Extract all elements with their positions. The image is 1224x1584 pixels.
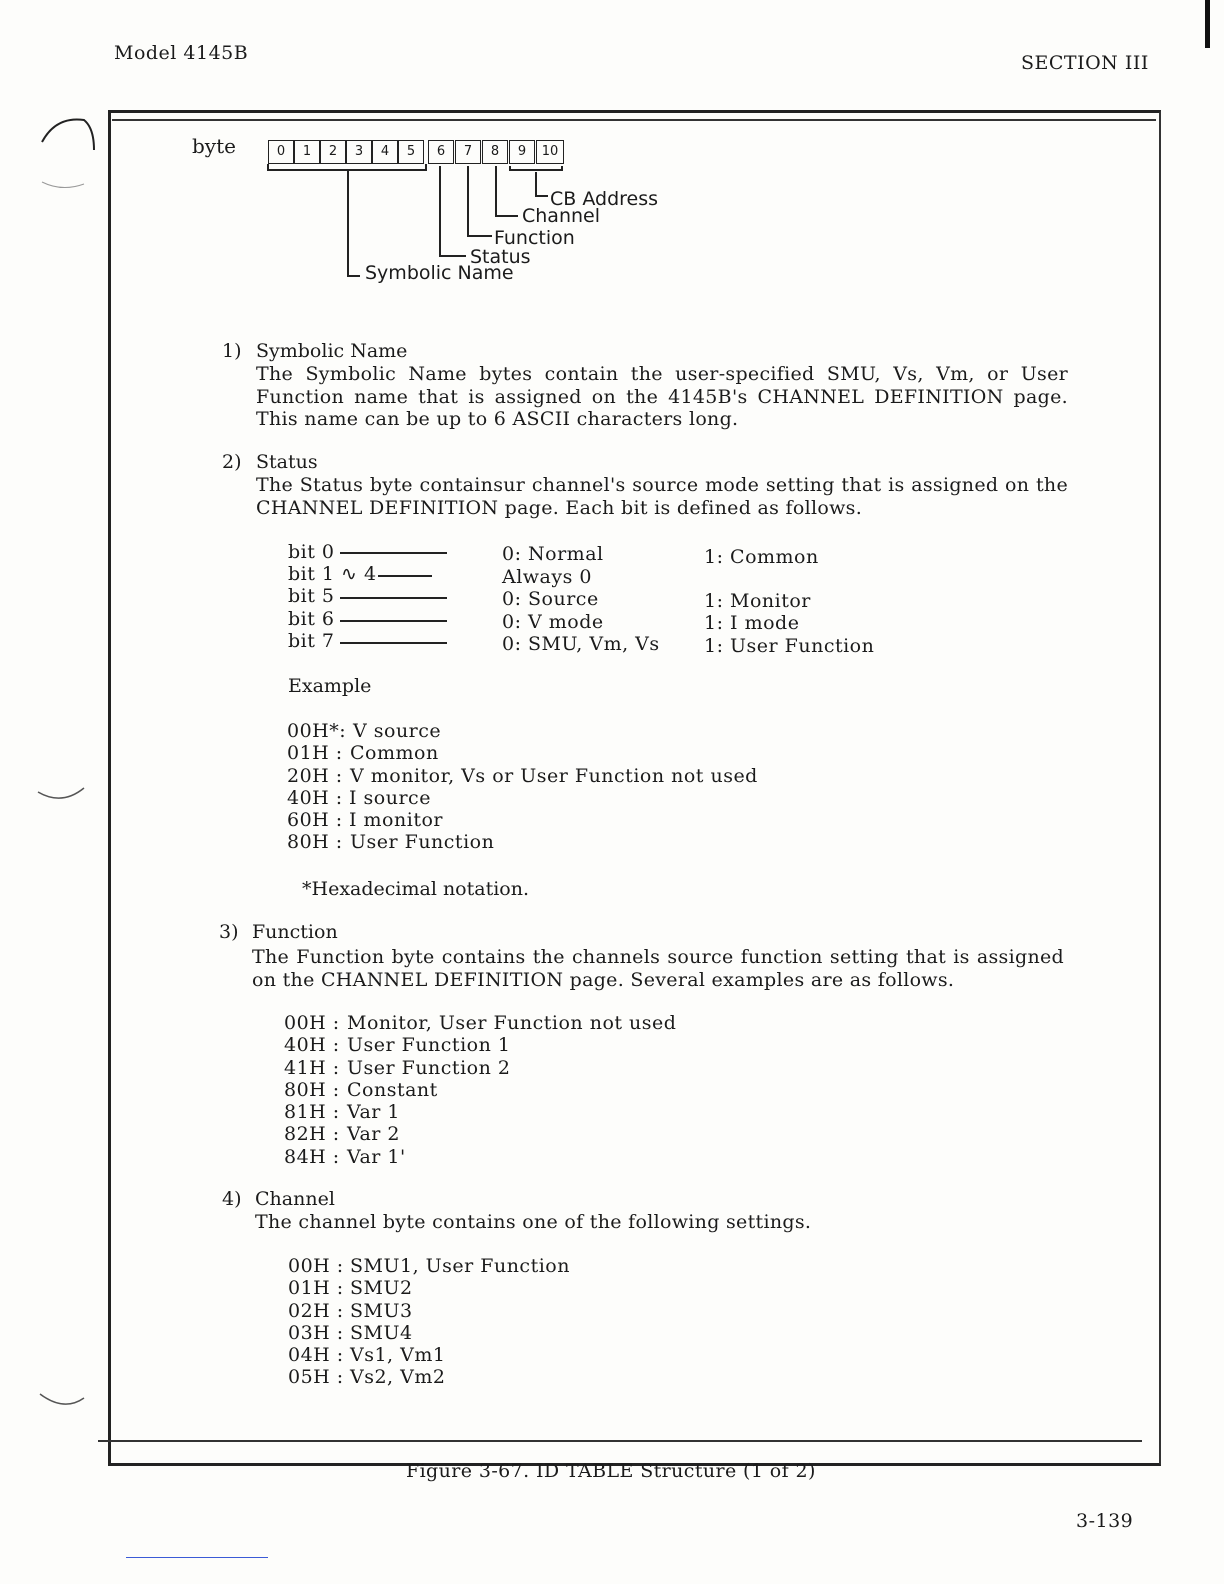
function-example-row <box>284 1101 804 1123</box>
channel-example-desc: SMU2 <box>350 1277 413 1300</box>
frame-top-rule <box>112 119 1156 121</box>
byte-cell-1: 1 <box>294 140 320 164</box>
status-example-row <box>287 787 807 809</box>
hex-footnote: *Hexadecimal notation. <box>302 878 530 900</box>
section-3-line-2: on the CHANNEL DEFINITION page. Several examples are as follows. <box>252 968 955 991</box>
bit-row-2-v1: 1: Monitor <box>704 590 811 612</box>
status-example-row <box>287 809 807 831</box>
function-example-desc: Var 1 <box>347 1101 401 1124</box>
function-example-code: 41H : <box>284 1056 340 1079</box>
section-3-title: Function <box>252 921 338 943</box>
status-example-code: 00H*: <box>287 720 347 742</box>
channel-example-code: 04H : <box>288 1344 344 1367</box>
function-example-row <box>284 1012 804 1034</box>
bit-row-0-v0: 0: Normal <box>502 543 604 565</box>
channel-example-row <box>288 1344 808 1366</box>
channel-example-code: 00H : <box>288 1255 344 1277</box>
status-example-desc: I monitor <box>349 809 443 832</box>
bit-row-4-leader <box>340 642 447 644</box>
status-example-desc: I source <box>349 786 431 809</box>
section-2-line-1: The Status byte containsur channel's source mode setting that is assigned on the <box>256 474 1068 496</box>
function-example-desc: Var 1' <box>347 1145 406 1168</box>
bit-row-0-bit: bit 0 <box>288 541 335 563</box>
status-examples <box>287 720 807 854</box>
bit-row-0 <box>288 541 335 563</box>
section-3-number: 3) <box>219 921 239 943</box>
page-number: 3-139 <box>1076 1510 1134 1532</box>
label-symbolic-name: Symbolic Name <box>365 262 514 284</box>
status-example-desc: V monitor, Vs or User Function not used <box>350 764 758 787</box>
channel-example-row <box>288 1366 808 1388</box>
bit-row-0-v1: 1: Common <box>704 546 819 568</box>
section-3-line-1: The Function byte contains the channels source function setting that is assigned <box>252 946 1064 968</box>
channel-example-desc: SMU4 <box>350 1321 413 1344</box>
status-example-code: 01H : <box>287 742 343 765</box>
byte-cell-9: 9 <box>509 140 535 164</box>
section-1-body <box>256 363 1068 431</box>
scan-bottom-mark <box>126 1557 268 1558</box>
channel-example-code: 03H : <box>288 1321 344 1344</box>
label-function: Function <box>494 227 575 249</box>
byte-cell-5: 5 <box>398 140 424 164</box>
bit-row-4-v1: 1: User Function <box>704 635 875 657</box>
function-example-row <box>284 1146 804 1168</box>
bit-row-4-v0: 0: SMU, Vm, Vs <box>502 633 660 655</box>
function-example-row <box>284 1057 804 1079</box>
byte-cell-0: 0 <box>268 140 294 164</box>
section-4-title: Channel <box>255 1188 335 1210</box>
bit-row-1-leader <box>378 575 432 577</box>
function-example-row <box>284 1034 804 1056</box>
function-example-code: 84H : <box>284 1145 340 1168</box>
section-2-line-2: CHANNEL DEFINITION page. Each bit is defined as follows. <box>256 496 863 519</box>
function-example-desc: Monitor, User Function not used <box>347 1012 677 1034</box>
function-example-code: 80H : <box>284 1078 340 1101</box>
function-example-row <box>284 1079 804 1101</box>
function-example-desc: Constant <box>347 1078 438 1101</box>
status-example-desc: User Function <box>350 831 495 854</box>
byte-cell-8: 8 <box>482 140 508 164</box>
bit-row-1-bit: bit 1 ∿ 4 <box>288 563 377 585</box>
channel-example-desc: SMU3 <box>350 1299 413 1322</box>
scan-edge-mark <box>1205 0 1210 48</box>
bit-row-3-v1: 1: I mode <box>704 612 800 634</box>
byte-cell-7: 7 <box>455 140 481 164</box>
section-1-number: 1) <box>222 340 242 362</box>
bit-row-2-leader <box>340 597 447 599</box>
channel-example-code: 01H : <box>288 1277 344 1300</box>
figure-caption: Figure 3-67. ID TABLE Structure (1 of 2) <box>406 1460 816 1482</box>
section-1-line-2: Function name that is assigned on the 4145B's CHANNEL DEFINITION page. <box>256 385 1068 408</box>
label-channel: Channel <box>522 205 601 227</box>
bit-row-0-leader <box>340 552 447 554</box>
byte-cell-3: 3 <box>346 140 372 164</box>
label-status: Status <box>470 246 531 268</box>
channel-example-code: 05H : <box>288 1366 344 1389</box>
bit-row-1-v0: Always 0 <box>502 566 593 588</box>
section-1-title: Symbolic Name <box>256 340 408 362</box>
byte-cell-2: 2 <box>320 140 346 164</box>
byte-cell-10: 10 <box>536 140 564 164</box>
status-example-code: 20H : <box>287 764 343 787</box>
label-cb-address: CB Address <box>550 188 659 210</box>
status-example-desc: V source <box>353 720 442 742</box>
bit-row-2-bit: bit 5 <box>288 585 335 607</box>
channel-example-desc: Vs1, Vm1 <box>350 1344 446 1367</box>
status-example-row <box>287 742 807 764</box>
bit-row-3-bit: bit 6 <box>288 608 335 630</box>
section-1-line-1: The Symbolic Name bytes contain the user-specified SMU, Vs, Vm, or User <box>256 363 1068 385</box>
byte-cell-6: 6 <box>428 140 454 164</box>
function-example-code: 82H : <box>284 1123 340 1146</box>
function-example-row <box>284 1123 804 1145</box>
function-example-code: 40H : <box>284 1034 340 1057</box>
section-3-body <box>252 946 1064 991</box>
bit-row-3-leader <box>340 620 447 622</box>
byte-label: byte <box>192 134 236 158</box>
channel-example-code: 02H : <box>288 1299 344 1322</box>
section-1-line-3: This name can be up to 6 ASCII characters long. <box>256 408 739 430</box>
channel-example-row <box>288 1255 808 1277</box>
section-2-title: Status <box>256 451 318 473</box>
section-4-line-1: The channel byte contains one of the following settings. <box>255 1211 812 1233</box>
status-example-code: 60H : <box>287 809 343 832</box>
status-example-row <box>287 720 807 742</box>
punch-hole-marks <box>36 112 102 1422</box>
function-example-desc: Var 2 <box>347 1123 401 1146</box>
section-4-number: 4) <box>222 1188 242 1210</box>
section-2-number: 2) <box>222 451 242 473</box>
function-examples <box>284 1012 804 1168</box>
channel-example-desc: Vs2, Vm2 <box>350 1366 446 1389</box>
channel-example-row <box>288 1277 808 1299</box>
status-example-code: 40H : <box>287 786 343 809</box>
model-header: Model 4145B <box>114 42 249 64</box>
function-example-desc: User Function 1 <box>347 1034 511 1057</box>
channel-example-row <box>288 1322 808 1344</box>
function-example-code: 81H : <box>284 1101 340 1124</box>
section-2-body <box>256 474 1068 519</box>
bit-row-2-v0: 0: Source <box>502 588 599 610</box>
status-example-row <box>287 831 807 853</box>
function-example-code: 00H : <box>284 1012 340 1034</box>
channel-example-desc: SMU1, User Function <box>350 1255 570 1277</box>
frame-bottom-rule <box>98 1440 1142 1442</box>
channel-example-row <box>288 1300 808 1322</box>
bit-row-3-v0: 0: V mode <box>502 611 604 633</box>
status-example-code: 80H : <box>287 831 343 854</box>
status-example-row <box>287 765 807 787</box>
example-title: Example <box>288 675 372 697</box>
section-header: SECTION III <box>1021 52 1149 74</box>
status-example-desc: Common <box>350 742 439 765</box>
bit-row-4-bit: bit 7 <box>288 630 335 652</box>
byte-cell-4: 4 <box>372 140 398 164</box>
function-example-desc: User Function 2 <box>347 1056 511 1079</box>
channel-examples <box>288 1255 808 1389</box>
